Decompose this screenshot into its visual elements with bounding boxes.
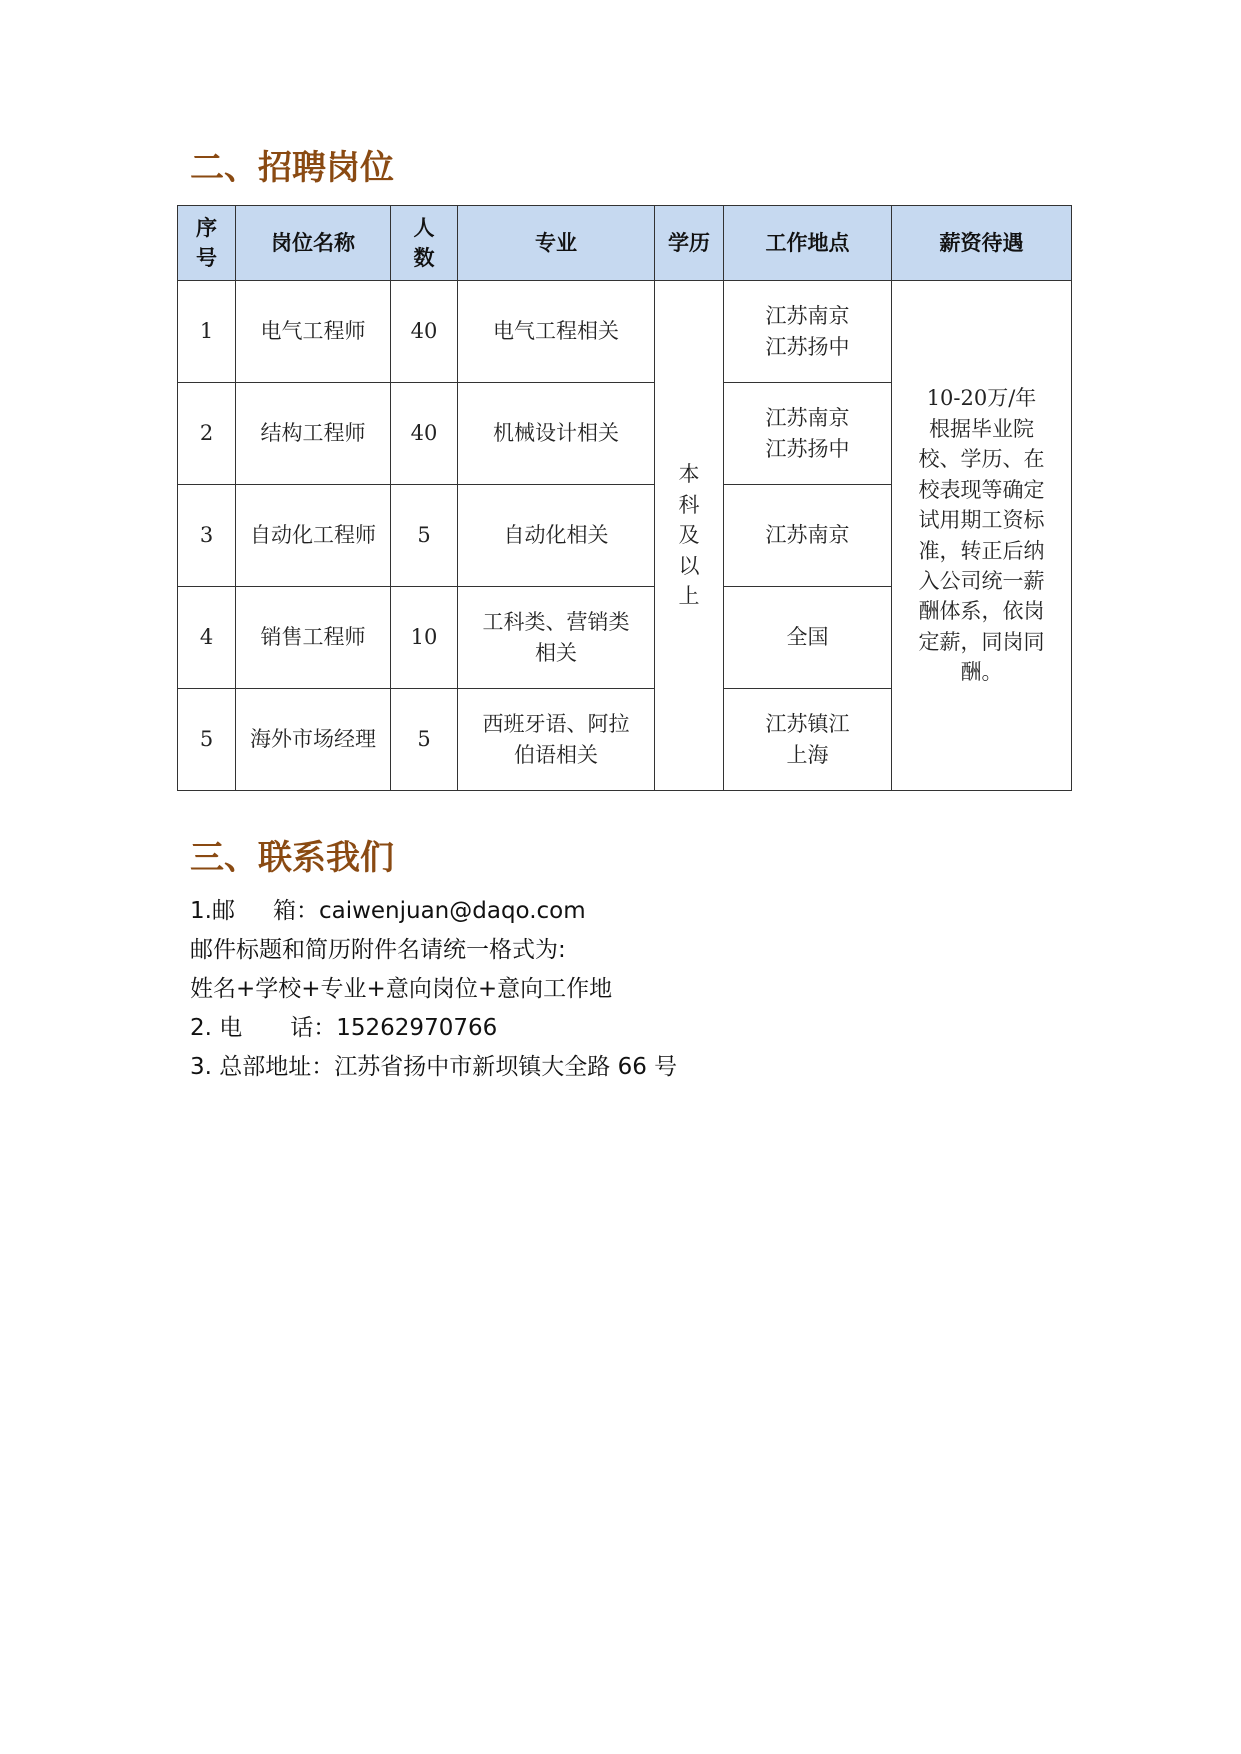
- cell-location: 江苏镇江 上海: [724, 689, 892, 791]
- cell-index: 1: [178, 281, 236, 383]
- contact-block: [190, 892, 677, 1087]
- cell-salary: 10-20万/年 根据毕业院 校、学历、在 校表现等确定 试用期工资标 准，转正后纳 入公司统一薪 酬体系，依岗 定薪，同岗同 酬。: [892, 281, 1072, 791]
- table-row: [178, 281, 1072, 383]
- section-heading-jobs: 二、招聘岗位: [190, 148, 394, 188]
- cell-major: 工科类、营销类 相关: [458, 587, 655, 689]
- cell-location: 全国: [724, 587, 892, 689]
- cell-location: 江苏南京 江苏扬中: [724, 281, 892, 383]
- header-location: 工作地点: [724, 206, 892, 281]
- cell-index: 2: [178, 383, 236, 485]
- cell-index: 5: [178, 689, 236, 791]
- email-label: 1.邮: [190, 898, 235, 924]
- jobs-table: [177, 205, 1072, 791]
- cell-count: 5: [391, 689, 458, 791]
- email-note: 邮件标题和简历附件名请统一格式为:: [190, 937, 566, 963]
- cell-count: 10: [391, 587, 458, 689]
- contact-phone-line: [190, 1009, 677, 1048]
- cell-index: 4: [178, 587, 236, 689]
- section-heading-contact: 三、联系我们: [190, 838, 394, 878]
- header-salary: 薪资待遇: [892, 206, 1072, 281]
- phone-number[interactable]: 15262970766: [336, 1015, 498, 1041]
- cell-count: 40: [391, 383, 458, 485]
- cell-position: 电气工程师: [236, 281, 391, 383]
- email-format: 姓名+学校+专业+意向岗位+意向工作地: [190, 976, 613, 1002]
- cell-major: 机械设计相关: [458, 383, 655, 485]
- cell-index: 3: [178, 485, 236, 587]
- header-position: 岗位名称: [236, 206, 391, 281]
- email-address[interactable]: caiwenjuan@daqo.com: [318, 898, 586, 924]
- cell-education: 本 科 及 以 上: [655, 281, 724, 791]
- header-count: 人 数: [391, 206, 458, 281]
- header-index: 序 号: [178, 206, 236, 281]
- header-education: 学历: [655, 206, 724, 281]
- cell-position: 销售工程师: [236, 587, 391, 689]
- phone-label-suffix: 话：: [290, 1015, 337, 1041]
- contact-email-line: [190, 892, 677, 931]
- cell-major: 电气工程相关: [458, 281, 655, 383]
- cell-position: 海外市场经理: [236, 689, 391, 791]
- cell-position: 结构工程师: [236, 383, 391, 485]
- cell-position: 自动化工程师: [236, 485, 391, 587]
- cell-count: 40: [391, 281, 458, 383]
- email-label-suffix: 箱：: [272, 898, 319, 924]
- table-header-row: [178, 206, 1072, 281]
- address-value: 江苏省扬中市新坝镇大全路 66 号: [334, 1054, 678, 1080]
- contact-address-line: [190, 1048, 677, 1087]
- cell-major: 西班牙语、阿拉 伯语相关: [458, 689, 655, 791]
- cell-location: 江苏南京 江苏扬中: [724, 383, 892, 485]
- cell-major: 自动化相关: [458, 485, 655, 587]
- phone-label: 2. 电: [190, 1015, 243, 1041]
- cell-count: 5: [391, 485, 458, 587]
- header-major: 专业: [458, 206, 655, 281]
- address-label: 3. 总部地址：: [190, 1054, 335, 1080]
- cell-location: 江苏南京: [724, 485, 892, 587]
